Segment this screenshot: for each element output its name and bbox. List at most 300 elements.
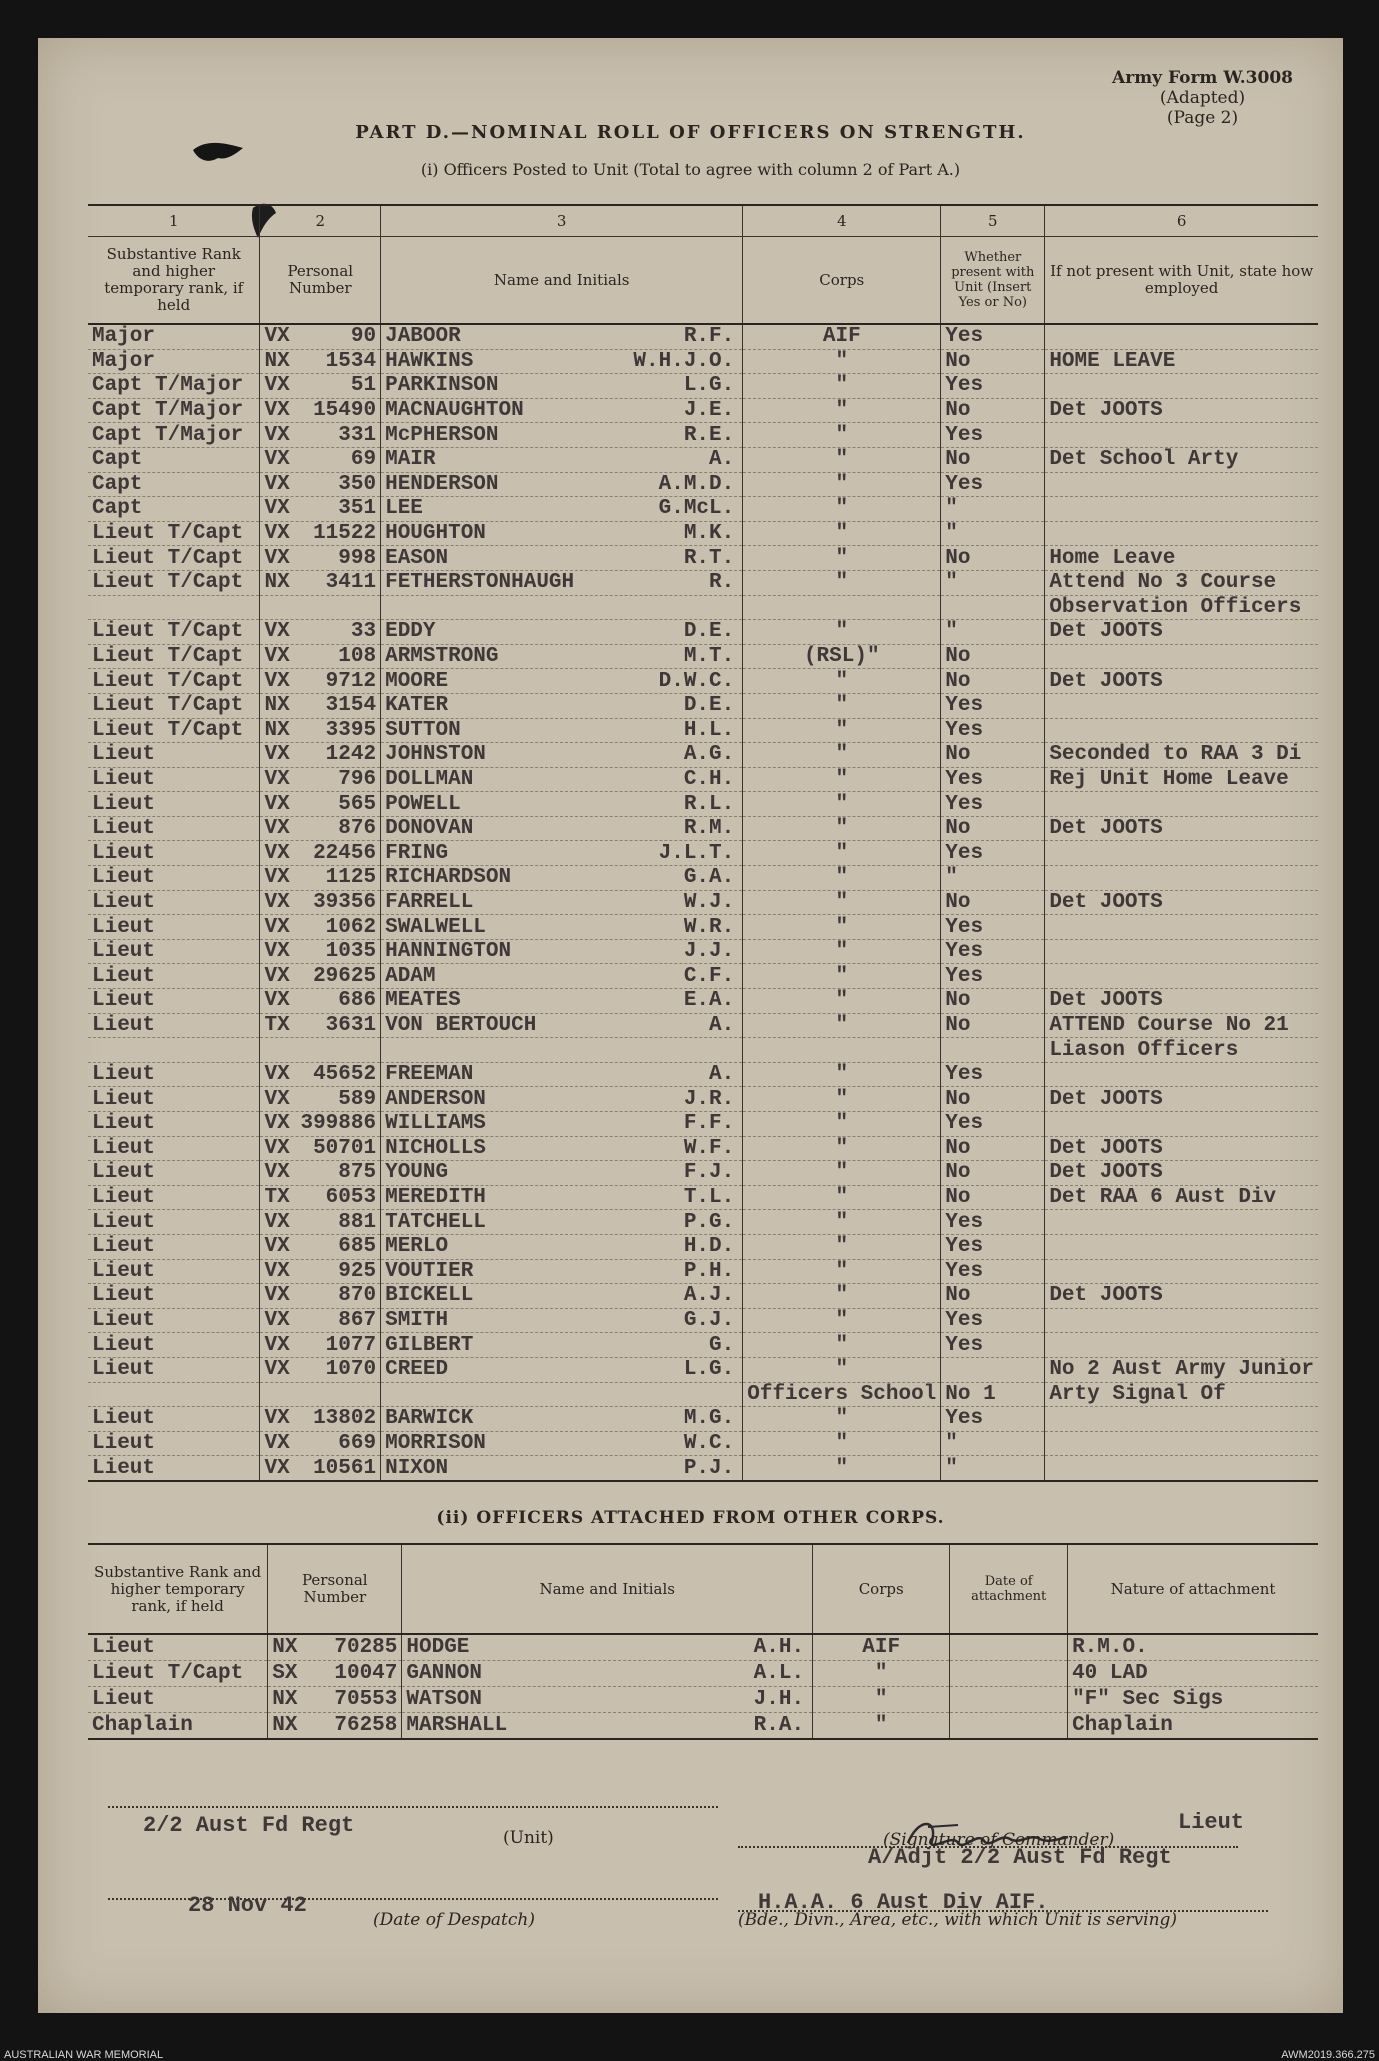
- name-cell: [381, 595, 743, 620]
- pn-prefix: VX: [264, 866, 290, 890]
- corps-cell: ": [743, 620, 941, 645]
- initials: H.L.: [683, 718, 735, 742]
- name-cell: [381, 398, 743, 423]
- name-cell: [381, 669, 743, 694]
- surname: ANDERSON: [385, 1087, 486, 1111]
- table-row: [88, 1112, 1318, 1137]
- name-cell: [381, 718, 743, 743]
- personal-number-cell: [260, 1284, 381, 1309]
- form-number: Army Form W.3008 (Adapted) (Page 2): [1112, 68, 1293, 128]
- pn-value: 3154: [325, 694, 377, 718]
- pn-value: 70285: [334, 1636, 398, 1659]
- corps-cell: ": [743, 521, 941, 546]
- rank-cell: Capt T/Major: [88, 423, 260, 448]
- nature-cell: 40 LAD: [1068, 1661, 1318, 1687]
- initials: J.L.T.: [658, 841, 735, 865]
- surname: POWELL: [385, 792, 461, 816]
- personal-number-cell: [260, 939, 381, 964]
- col-header-corps: Corps: [743, 237, 941, 325]
- table-row: [88, 693, 1318, 718]
- present-cell: No: [941, 546, 1045, 571]
- employed-cell: Det JOOTS: [1045, 816, 1318, 841]
- pn-prefix: VX: [264, 767, 290, 791]
- corps-cell: ": [743, 1259, 941, 1284]
- pn-prefix: VX: [264, 1136, 290, 1160]
- employed-cell: [1045, 939, 1318, 964]
- corps-cell: ": [743, 1234, 941, 1259]
- table-row: [88, 1357, 1318, 1382]
- section-ii-title: (ii) OFFICERS ATTACHED FROM OTHER CORPS.: [436, 1508, 945, 1528]
- table-row: [88, 570, 1318, 595]
- pn-prefix: VX: [264, 1210, 290, 1234]
- initials: E.A.: [683, 989, 735, 1013]
- corps-cell: ": [743, 915, 941, 940]
- name-cell: [381, 546, 743, 571]
- pn-prefix: VX: [264, 1284, 290, 1308]
- pn-value: 13802: [313, 1407, 377, 1431]
- name-cell: [381, 866, 743, 891]
- table-row: [88, 644, 1318, 669]
- initials: A.L.: [753, 1662, 805, 1685]
- table-row: [88, 1284, 1318, 1309]
- surname: ARMSTRONG: [385, 645, 499, 669]
- rank-cell: Lieut T/Capt: [88, 693, 260, 718]
- present-cell: No: [941, 349, 1045, 374]
- name-cell: [381, 521, 743, 546]
- table-row: [88, 1087, 1318, 1112]
- initials: R.A.: [753, 1714, 805, 1737]
- personal-number-cell: [260, 1062, 381, 1087]
- name-cell: [402, 1713, 813, 1740]
- surname: WATSON: [406, 1688, 483, 1711]
- surname: DONOVAN: [385, 817, 474, 841]
- employed-cell: [1045, 866, 1318, 891]
- table-row: [88, 767, 1318, 792]
- present-cell: Yes: [941, 1112, 1045, 1137]
- surname: FRING: [385, 841, 449, 865]
- pn-value: 1077: [325, 1333, 377, 1357]
- initials: J.H.: [753, 1688, 805, 1711]
- pn-prefix: VX: [264, 964, 290, 988]
- present-cell: No: [941, 447, 1045, 472]
- surname: LEE: [385, 497, 423, 521]
- employed-cell: [1045, 1210, 1318, 1235]
- unit-line: [108, 1806, 718, 1808]
- surname: EASON: [385, 546, 449, 570]
- surname: CREED: [385, 1358, 449, 1382]
- name-cell: [381, 1038, 743, 1063]
- date-cell: [950, 1713, 1068, 1740]
- initials: R.L.: [683, 792, 735, 816]
- pn-value: 9712: [325, 669, 377, 693]
- rank-cell: Lieut: [88, 1407, 260, 1432]
- table-row: [88, 866, 1318, 891]
- name-cell: [381, 324, 743, 349]
- employed-cell: [1045, 1112, 1318, 1137]
- pn-value: 3411: [325, 571, 377, 595]
- present-cell: No: [941, 669, 1045, 694]
- table-row: [88, 1013, 1318, 1038]
- rank-cell: Lieut: [88, 1634, 268, 1661]
- name-cell: [381, 964, 743, 989]
- pn-prefix: VX: [264, 399, 290, 423]
- name-cell: [402, 1634, 813, 1661]
- table-row: [88, 989, 1318, 1014]
- employed-cell: [1045, 472, 1318, 497]
- col-header-personal-number: Personal Number: [260, 237, 381, 325]
- table-row: [88, 1456, 1318, 1481]
- name-cell: [402, 1661, 813, 1687]
- initials: L.G.: [683, 1358, 735, 1382]
- col-number: 3: [381, 205, 743, 237]
- pn-value: 1062: [325, 915, 377, 939]
- unit-value: 2/2 Aust Fd Regt: [143, 1813, 355, 1838]
- pn-value: 51: [350, 374, 377, 398]
- surname: JOHNSTON: [385, 743, 486, 767]
- corps-cell: ": [743, 841, 941, 866]
- table-row: [88, 1259, 1318, 1284]
- rank-cell: Lieut: [88, 1234, 260, 1259]
- present-cell: Yes: [941, 964, 1045, 989]
- pn-value: 350: [338, 472, 377, 496]
- surname: SUTTON: [385, 718, 461, 742]
- pn-value: 998: [338, 546, 377, 570]
- pn-value: 11522: [313, 522, 377, 546]
- pn-prefix: VX: [264, 940, 290, 964]
- pn-value: 3631: [325, 1013, 377, 1037]
- rank-cell: Capt: [88, 472, 260, 497]
- employed-cell: Det JOOTS: [1045, 989, 1318, 1014]
- table-row: [88, 816, 1318, 841]
- employed-cell: Det JOOTS: [1045, 1136, 1318, 1161]
- personal-number-cell: [268, 1634, 402, 1661]
- employed-cell: Liason Officers: [1045, 1038, 1318, 1063]
- present-cell: [941, 595, 1045, 620]
- rank-cell: Lieut: [88, 989, 260, 1014]
- table-row: [88, 447, 1318, 472]
- rank-cell: Lieut: [88, 1357, 260, 1382]
- employed-cell: [1045, 521, 1318, 546]
- personal-number-cell: [260, 1259, 381, 1284]
- name-cell: [381, 497, 743, 522]
- pn-value: 45652: [313, 1063, 377, 1087]
- pn-value: 589: [338, 1087, 377, 1111]
- pn-prefix: VX: [264, 448, 290, 472]
- personal-number-cell: [260, 866, 381, 891]
- pn-value: 1035: [325, 940, 377, 964]
- personal-number-cell: [260, 669, 381, 694]
- surname: SWALWELL: [385, 915, 486, 939]
- surname: HENDERSON: [385, 472, 499, 496]
- table-row: [88, 1713, 1318, 1740]
- corps-cell: ": [813, 1713, 950, 1740]
- initials: R.F.: [683, 325, 735, 349]
- present-cell: Yes: [941, 693, 1045, 718]
- present-cell: Yes: [941, 1234, 1045, 1259]
- name-cell: [381, 620, 743, 645]
- surname: GILBERT: [385, 1333, 474, 1357]
- personal-number-cell: [260, 1161, 381, 1186]
- corps-cell: ": [743, 447, 941, 472]
- present-cell: ": [941, 1456, 1045, 1481]
- col-number: 4: [743, 205, 941, 237]
- pn-value: 875: [338, 1161, 377, 1185]
- personal-number-cell: [260, 546, 381, 571]
- rank-cell: Lieut: [88, 816, 260, 841]
- pn-value: 22456: [313, 841, 377, 865]
- surname: WILLIAMS: [385, 1112, 486, 1136]
- surname: McPHERSON: [385, 423, 499, 447]
- signature-caption: (Signature of Commander): [883, 1830, 1115, 1850]
- column-header-row: [88, 237, 1318, 325]
- pn-prefix: VX: [264, 890, 290, 914]
- name-cell: [381, 816, 743, 841]
- employed-cell: Det JOOTS: [1045, 1161, 1318, 1186]
- surname: ADAM: [385, 964, 436, 988]
- corps-cell: ": [743, 423, 941, 448]
- present-cell: No: [941, 1185, 1045, 1210]
- surname: BARWICK: [385, 1407, 474, 1431]
- employed-cell: [1045, 644, 1318, 669]
- table-row: [88, 890, 1318, 915]
- col-number: 6: [1045, 205, 1318, 237]
- name-cell: [381, 1431, 743, 1456]
- name-cell: [381, 890, 743, 915]
- rank-cell: Lieut T/Capt: [88, 570, 260, 595]
- table-row: [88, 472, 1318, 497]
- pn-prefix: VX: [264, 1161, 290, 1185]
- initials: P.H.: [683, 1259, 735, 1283]
- nature-cell: "F" Sec Sigs: [1068, 1687, 1318, 1713]
- table-row: [88, 964, 1318, 989]
- initials: P.G.: [683, 1210, 735, 1234]
- present-cell: Yes: [941, 374, 1045, 399]
- rank-cell: Lieut: [88, 767, 260, 792]
- personal-number-cell: [260, 1087, 381, 1112]
- pn-prefix: VX: [264, 669, 290, 693]
- employed-cell: HOME LEAVE: [1045, 349, 1318, 374]
- name-cell: [381, 693, 743, 718]
- initials: F.J.: [683, 1161, 735, 1185]
- date-cell: [950, 1661, 1068, 1687]
- corps-cell: ": [743, 1062, 941, 1087]
- pn-value: 686: [338, 989, 377, 1013]
- corps-cell: ": [743, 1136, 941, 1161]
- table-row: [88, 497, 1318, 522]
- rank-cell: Lieut: [88, 1013, 260, 1038]
- initials: M.G.: [683, 1407, 735, 1431]
- initials: J.R.: [683, 1087, 735, 1111]
- pn-prefix: VX: [264, 645, 290, 669]
- col-header-name: Name and Initials: [402, 1544, 813, 1634]
- initials: W.R.: [683, 915, 735, 939]
- pn-prefix: VX: [264, 915, 290, 939]
- initials: P.J.: [683, 1456, 735, 1480]
- name-cell: [381, 1161, 743, 1186]
- personal-number-cell: [260, 964, 381, 989]
- initials: R.E.: [683, 423, 735, 447]
- employed-cell: No 2 Aust Army Junior: [1045, 1357, 1318, 1382]
- personal-number-cell: [260, 792, 381, 817]
- name-cell: [381, 1382, 743, 1407]
- present-cell: No: [941, 1284, 1045, 1309]
- corps-cell: AIF: [743, 324, 941, 349]
- personal-number-cell: [260, 1112, 381, 1137]
- corps-cell: ": [743, 1210, 941, 1235]
- personal-number-cell: [260, 1136, 381, 1161]
- employed-cell: [1045, 1456, 1318, 1481]
- rank-cell: Lieut: [88, 964, 260, 989]
- table-row: [88, 423, 1318, 448]
- pn-value: 76258: [334, 1714, 398, 1737]
- name-cell: [381, 1013, 743, 1038]
- rank-cell: Lieut T/Capt: [88, 644, 260, 669]
- rank-cell: [88, 1038, 260, 1063]
- present-cell: No: [941, 743, 1045, 768]
- col-header-rank: Substantive Rank and higher temporary rank, if held: [88, 1544, 268, 1634]
- initials: A.H.: [753, 1636, 805, 1659]
- corps-cell: ": [743, 1112, 941, 1137]
- surname: BICKELL: [385, 1284, 474, 1308]
- initials: A.M.D.: [658, 472, 735, 496]
- table-row: [88, 1333, 1318, 1358]
- personal-number-cell: [260, 890, 381, 915]
- present-cell: No: [941, 816, 1045, 841]
- date-cell: [950, 1634, 1068, 1661]
- col-number: 5: [941, 205, 1045, 237]
- employed-cell: [1045, 374, 1318, 399]
- col-header-employed: If not present with Unit, state how employed: [1045, 237, 1318, 325]
- corps-cell: ": [743, 792, 941, 817]
- corps-cell: ": [743, 570, 941, 595]
- rank-cell: Lieut: [88, 1062, 260, 1087]
- initials: R.: [709, 571, 735, 595]
- pn-prefix: VX: [264, 792, 290, 816]
- present-cell: ": [941, 620, 1045, 645]
- pn-prefix: VX: [264, 1235, 290, 1259]
- rank-cell: Lieut: [88, 1456, 260, 1481]
- employed-cell: Det JOOTS: [1045, 1087, 1318, 1112]
- pn-value: 565: [338, 792, 377, 816]
- table-row: [88, 374, 1318, 399]
- surname: GANNON: [406, 1662, 483, 1685]
- rank-cell: Capt: [88, 497, 260, 522]
- table-row: [88, 1308, 1318, 1333]
- present-cell: [941, 1038, 1045, 1063]
- surname: MACNAUGHTON: [385, 399, 524, 423]
- name-cell: [381, 939, 743, 964]
- employed-cell: Det JOOTS: [1045, 398, 1318, 423]
- personal-number-cell: [260, 324, 381, 349]
- surname: MOORE: [385, 669, 449, 693]
- table-row: [88, 521, 1318, 546]
- name-cell: [381, 743, 743, 768]
- present-cell: ": [941, 570, 1045, 595]
- pn-value: 669: [338, 1432, 377, 1456]
- personal-number-cell: [260, 1308, 381, 1333]
- employed-cell: [1045, 497, 1318, 522]
- employed-cell: ATTEND Course No 21: [1045, 1013, 1318, 1038]
- surname: FARRELL: [385, 890, 474, 914]
- surname: HODGE: [406, 1636, 470, 1659]
- personal-number-cell: [260, 1357, 381, 1382]
- table-row: [88, 1161, 1318, 1186]
- employed-cell: [1045, 1259, 1318, 1284]
- surname: KATER: [385, 694, 449, 718]
- pn-prefix: VX: [264, 620, 290, 644]
- rank-cell: Lieut: [88, 1333, 260, 1358]
- table-row: [88, 1431, 1318, 1456]
- table-row: [88, 324, 1318, 349]
- employed-cell: [1045, 1308, 1318, 1333]
- name-cell: [381, 1112, 743, 1137]
- pn-value: 870: [338, 1284, 377, 1308]
- corps-cell: ": [743, 1013, 941, 1038]
- corps-cell: ": [743, 398, 941, 423]
- surname: FETHERSTONHAUGH: [385, 571, 575, 595]
- personal-number-cell: [260, 374, 381, 399]
- table-row: [88, 1687, 1318, 1713]
- personal-number-cell: [260, 816, 381, 841]
- corps-cell: ": [743, 546, 941, 571]
- pn-value: 796: [338, 767, 377, 791]
- employed-cell: Det JOOTS: [1045, 669, 1318, 694]
- date-caption: (Date of Despatch): [373, 1910, 535, 1930]
- table-row: [88, 398, 1318, 423]
- rank-cell: Lieut: [88, 939, 260, 964]
- pn-prefix: VX: [264, 325, 290, 349]
- name-cell: [381, 989, 743, 1014]
- rank-cell: Lieut: [88, 1308, 260, 1333]
- name-cell: [381, 792, 743, 817]
- employed-cell: Seconded to RAA 3 Di: [1045, 743, 1318, 768]
- personal-number-cell: [260, 1333, 381, 1358]
- initials: W.J.: [683, 890, 735, 914]
- pn-value: 876: [338, 817, 377, 841]
- personal-number-cell: [260, 693, 381, 718]
- rank-cell: Capt T/Major: [88, 374, 260, 399]
- rank-cell: Lieut: [88, 866, 260, 891]
- present-cell: Yes: [941, 939, 1045, 964]
- pn-prefix: VX: [264, 1259, 290, 1283]
- pn-prefix: VX: [264, 817, 290, 841]
- name-cell: [381, 1087, 743, 1112]
- pn-prefix: VX: [264, 472, 290, 496]
- personal-number-cell: [260, 1210, 381, 1235]
- present-cell: No: [941, 1087, 1045, 1112]
- table-row: [88, 1136, 1318, 1161]
- rank-cell: Lieut: [88, 1185, 260, 1210]
- personal-number-cell: [260, 497, 381, 522]
- name-cell: [381, 644, 743, 669]
- rank-cell: Lieut: [88, 792, 260, 817]
- personal-number-cell: [260, 1013, 381, 1038]
- initials: R.T.: [683, 546, 735, 570]
- rank-cell: Lieut: [88, 1259, 260, 1284]
- rank-cell: Lieut T/Capt: [88, 546, 260, 571]
- col-header-date-attachment: Date of attachment: [950, 1544, 1068, 1634]
- initials: A.: [709, 1063, 735, 1087]
- table-row: [88, 915, 1318, 940]
- employed-cell: Det RAA 6 Aust Div: [1045, 1185, 1318, 1210]
- rank-cell: Lieut: [88, 1284, 260, 1309]
- corps-cell: ": [743, 1407, 941, 1432]
- present-cell: Yes: [941, 718, 1045, 743]
- present-cell: Yes: [941, 1062, 1045, 1087]
- surname: YOUNG: [385, 1161, 449, 1185]
- rank-cell: [88, 595, 260, 620]
- present-cell: No 1: [941, 1382, 1045, 1407]
